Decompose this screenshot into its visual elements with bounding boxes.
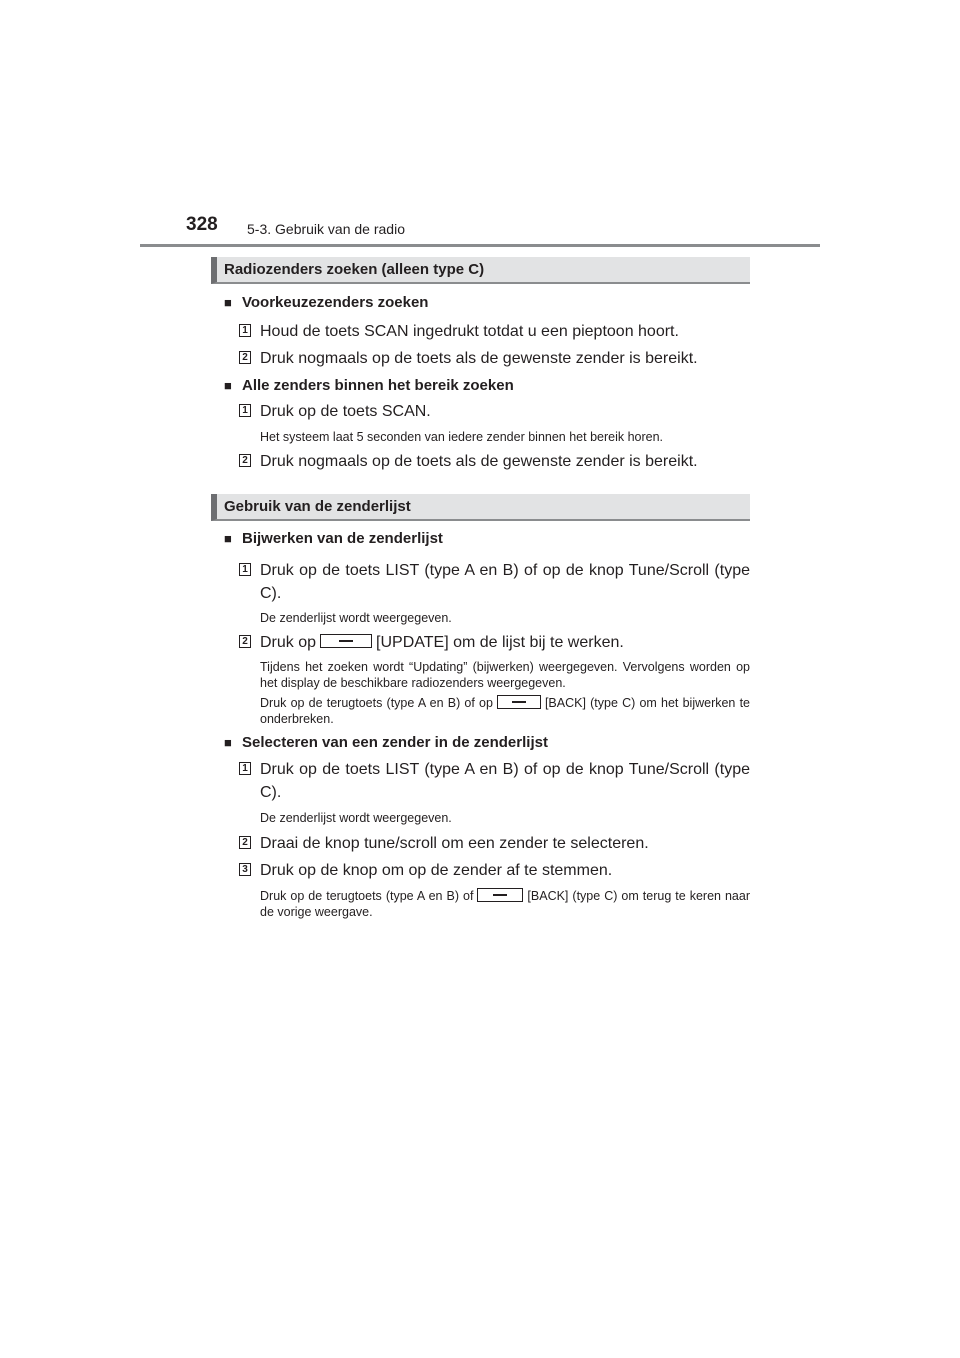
step-text-before: Druk op bbox=[260, 634, 317, 651]
square-bullet-icon: ■ bbox=[224, 531, 232, 546]
square-bullet-icon: ■ bbox=[224, 735, 232, 750]
step-note: Tijdens het zoeken wordt “Updating” (bijwerken) weergegeven. Vervolgens worden op het display de beschikbare radiozenders weergegeven. bbox=[260, 660, 750, 690]
section-heading: Gebruik van de zenderlijst bbox=[211, 494, 750, 521]
page-header bbox=[0, 0, 960, 250]
step-number-badge: 2 bbox=[239, 454, 251, 467]
subheading-text: Bijwerken van de zenderlijst bbox=[242, 530, 443, 547]
note-text-before: Druk op de terugtoets (type A en B) of bbox=[260, 889, 474, 903]
step-note: De zenderlijst wordt weergegeven. bbox=[260, 611, 452, 625]
screen-button-icon bbox=[477, 888, 523, 902]
step-note bbox=[211, 695, 750, 727]
subheading-text: Voorkeuzezenders zoeken bbox=[242, 294, 429, 311]
step-text: Druk nogmaals op de toets als de gewenste zender is bereikt. bbox=[260, 350, 698, 367]
step-text: Druk op de knop om op de zender af te stemmen. bbox=[260, 862, 613, 879]
step-number-badge: 3 bbox=[239, 863, 251, 876]
step-text: Druk op de toets SCAN. bbox=[260, 403, 431, 420]
subheading bbox=[211, 293, 750, 313]
step-number-badge: 2 bbox=[239, 635, 251, 648]
header-rule bbox=[140, 244, 820, 247]
page-content bbox=[211, 257, 750, 920]
page-number: 328 bbox=[186, 214, 218, 235]
step-number-badge: 2 bbox=[239, 351, 251, 364]
subheading bbox=[211, 376, 750, 396]
step-note: De zenderlijst wordt weergegeven. bbox=[260, 811, 452, 825]
square-bullet-icon: ■ bbox=[224, 295, 232, 310]
step bbox=[211, 450, 750, 473]
step-number-badge: 1 bbox=[239, 563, 251, 576]
step-text-after: [UPDATE] om de lijst bij te werken. bbox=[376, 634, 624, 651]
step-number-badge: 1 bbox=[239, 324, 251, 337]
square-bullet-icon: ■ bbox=[224, 378, 232, 393]
step-note bbox=[211, 888, 750, 920]
step bbox=[211, 832, 750, 855]
subheading bbox=[211, 529, 750, 549]
step bbox=[211, 559, 750, 605]
step bbox=[211, 859, 750, 882]
section-heading: Radiozenders zoeken (alleen type C) bbox=[211, 257, 750, 284]
step bbox=[211, 758, 750, 804]
subheading-text: Alle zenders binnen het bereik zoeken bbox=[242, 377, 514, 394]
step bbox=[211, 400, 750, 423]
screen-button-icon bbox=[320, 634, 372, 648]
step-text: Druk op de toets LIST (type A en B) of op de knop Tune/Scroll (type C). bbox=[260, 562, 750, 602]
subheading-text: Selecteren van een zender in de zenderlijst bbox=[242, 734, 548, 751]
step bbox=[211, 631, 750, 654]
step-text: Druk op de toets LIST (type A en B) of op de knop Tune/Scroll (type C). bbox=[260, 761, 750, 801]
note-text-before: Druk op de terugtoets (type A en B) of op bbox=[260, 696, 493, 710]
subheading bbox=[211, 733, 750, 753]
note-text-after: [BACK] (type C) om terug te keren naar de vorige weergave. bbox=[260, 889, 750, 919]
step-number-badge: 1 bbox=[239, 762, 251, 775]
step-note: Het systeem laat 5 seconden van iedere zender binnen het bereik horen. bbox=[260, 430, 664, 444]
step-number-badge: 1 bbox=[239, 404, 251, 417]
chapter-title: 5-3. Gebruik van de radio bbox=[247, 221, 405, 237]
step bbox=[211, 347, 750, 370]
note-text-after: [BACK] (type C) om het bijwerken te onderbreken. bbox=[260, 696, 750, 726]
screen-button-icon bbox=[497, 695, 541, 709]
step-text: Draai de knop tune/scroll om een zender te selecteren. bbox=[260, 835, 649, 852]
step bbox=[211, 320, 750, 343]
step-text: Druk nogmaals op de toets als de gewenste zender is bereikt. bbox=[260, 453, 698, 470]
step-text: Houd de toets SCAN ingedrukt totdat u een pieptoon hoort. bbox=[260, 323, 679, 340]
step-number-badge: 2 bbox=[239, 836, 251, 849]
